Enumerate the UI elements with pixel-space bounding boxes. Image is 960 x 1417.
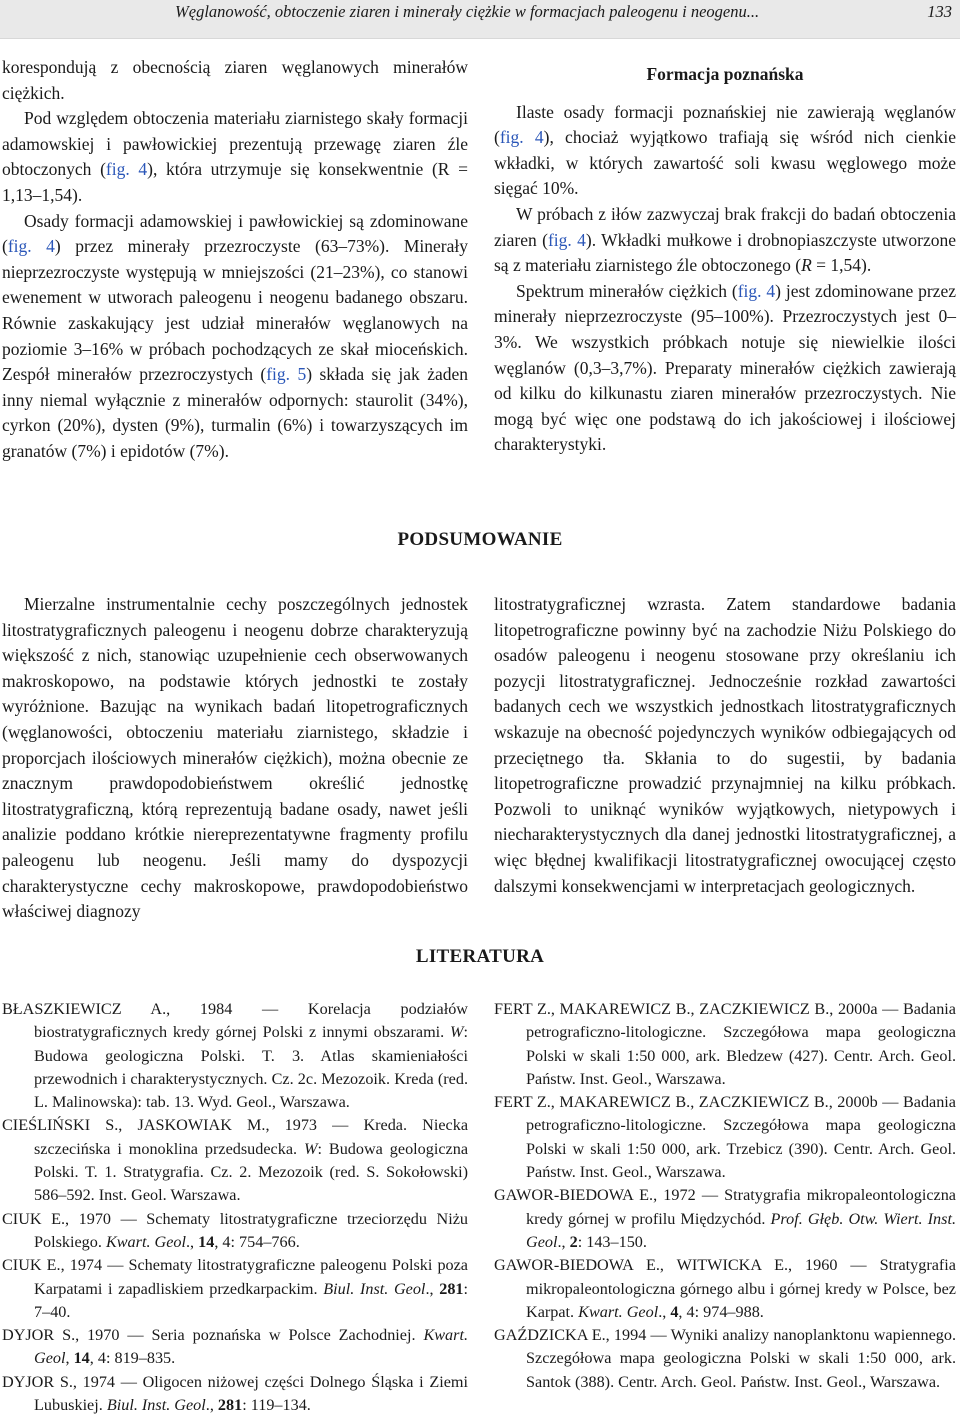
figure-link[interactable]: fig. 5 [266, 364, 307, 385]
running-header [0, 0, 960, 39]
reference-entry: BŁASZKIEWICZ A., 1984 — Korelacja podziałów biostratygraficznych kredy górnej Polski z innymi obszarami. W: Budowa geologiczna Polski. T. 3. Atlas skamieniałości przewodnich i charakterystycznych. Cz. 2c. Mezozoik. Kreda (red. L. Malinowska): tab. 13. Wyd. Geol., Warszawa. [2, 1000, 468, 1112]
left-column-top [2, 55, 468, 465]
summary-heading: PODSUMOWANIE [397, 529, 563, 550]
summary-right-column [494, 592, 956, 899]
references-right [494, 998, 956, 1394]
reference-entry: GAŹDZICKA E., 1994 — Wyniki analizy nanoplanktonu wapiennego. Szczegółowa mapa geologiczna Polski w skali 1:50 000, ark. Santok (388). Centr. Arch. Geol. Państw. Inst. Geol., Warszawa. [494, 1326, 956, 1391]
paragraph: Spektrum minerałów ciężkich (fig. 4) jest zdominowane przez minerały nieprzezroczyste (95–100%). Przezroczystych jest 0–3%. We wszystkich próbkach notuje się niewielkie ilości węglanów (0,3–3,7%). Preparaty minerałów ciężkich zawierają od kilku do kilkunastu ziaren minerałów przezroczystych. Nie mogą być więc one podstawą do ich jakościowej i ilościowej charakterystyki. [494, 280, 956, 455]
figure-link[interactable]: fig. 4 [547, 229, 586, 250]
figure-link[interactable]: fig. 4 [7, 236, 55, 257]
reference-entry: CIUK E., 1970 — Schematy litostratygraficzne trzeciorzędu Niżu Polskiego. Kwart. Geol., 14, 4: 754–766. [2, 1209, 468, 1251]
reference-entry: DYJOR S., 1974 — Oligocen niżowej części Dolnego Śląska i Ziemi Lubuskiej. Biul. Inst. Geol., 281: 119–134. [2, 1372, 468, 1415]
running-title: Węglanowość, obtoczenie ziaren i minerały ciężkie w formacjach paleogenu i neogenu... [175, 2, 760, 21]
reference-entry: DYJOR S., 1970 — Seria poznańska w Polsce Zachodniej. Kwart. Geol, 14, 4: 819–835. [2, 1326, 468, 1368]
summary-left-column [2, 592, 468, 925]
paragraph: W próbach z iłów zazwyczaj brak frakcji do badań obtoczenia ziaren (fig. 4). Wkładki mułkowe i drobnopiaszczyste utworzone są z materiału ziarnistego źle obtoczonego (R = 1,54). [494, 203, 956, 276]
references-heading: LITERATURA [415, 946, 545, 967]
reference-entry: CIEŚLIŃSKI S., JASKOWIAK M., 1973 — Kreda. Niecka szczecińska i monoklina przedsudecka. W: Budowa geologiczna Polski. T. 1. Stratygrafia. Cz. 2. Mezozoik (red. S. Sokołowski) 586–592. Inst. Geol. Warszawa. [2, 1116, 469, 1205]
paragraph: korespondują z obecnością ziaren węglanowych minerałów ciężkich. [2, 57, 468, 103]
reference-entry: CIUK E., 1974 — Schematy litostratygraficzne paleogenu Polski poza Karpatami i zapadliskiem przedkarpackim. Biul. Inst. Geol., 281: 7–40. [2, 1256, 468, 1321]
reference-entry: GAWOR-BIEDOWA E., WITWICKA E., 1960 — Stratygrafia mikropaleontologiczna górnego albu i górnej kredy w Polsce, bez Karpat. Kwart. Geol., 4, 4: 974–988. [494, 1256, 956, 1321]
references-left [2, 998, 468, 1417]
figure-link[interactable]: fig. 4 [499, 127, 544, 148]
figure-link[interactable]: fig. 4 [105, 159, 148, 180]
paragraph: Ilaste osady formacji poznańskiej nie zawierają węglanów (fig. 4), chociaż wyjątkowo trafiają się wśród nich cienkie wkładki, w których zawartość soli kwasu węglowego może sięgać 10%. [494, 101, 956, 199]
figure-link[interactable]: fig. 4 [737, 280, 776, 301]
page-number: 133 [927, 2, 952, 21]
reference-entry: FERT Z., MAKAREWICZ B., ZACZKIEWICZ B., 2000a — Badania petrograficzno-litologiczne. Szczegółowa mapa geologiczna Polski w skali 1:50 000, ark. Bledzew (427). Centr. Arch. Geol. Państw. Inst. Geol., Warszawa. [494, 1000, 956, 1088]
paragraph: litostratygraficznej wzrasta. Zatem standardowe badania litopetrograficzne powinny być na zachodzie Niżu Polskiego do osadów paleogenu i neogenu stosowane przy określaniu ich pozycji litostratygraficznej. Jednocześnie rozkład zawartości badanych cech we wszystkich jednostkach litostratygraficznych wskazuje na obecność pojedynczych wyników odbiegających od przeciętnego tła. Skłania to do sugestii, by badania litopetrograficzne prowadzić przynajmniej na kilku próbkach. Pozwoli to uniknąć wyników wyjątkowych, nietypowych i niecharakterystycznych dla danej jednostki litostratygraficznej, a więc błędnej kwalifikacji litostratygraficznej owocującej często dalszymi konsekwencjami w interpretacjach geologicznych. [494, 594, 956, 896]
paragraph: Mierzalne instrumentalnie cechy poszczególnych jednostek litostratygraficznych paleogenu i neogenu dobrze charakteryzują większość z nich, stanowiąc uzupełnienie cech obserwowanych makroskopowo, na podstawie których jednostki te zostały wyróżnione. Bazując na wynikach badań litopetrograficznych (węglanowości, obtoczeniu materiału ziarnistego, składzie i proporcjach ilościowych minerałów ciężkich), można obecnie ze znacznym prawdopodobieństwem określić jednostkę litostratygraficzną, którą reprezentują badane osady, nawet jeśli analizie poddano krótkie niereprezentatywne fragmenty profilu paleogenu lub neogenu. Jeśli mamy do dyspozycji charakterystyczne cechy makroskopowe, prawdopodobieństwo właściwej diagnozy [2, 594, 468, 922]
reference-entry: GAWOR-BIEDOWA E., 1972 — Stratygrafia mikropaleontologiczna kredy górnej w profilu Międzychód. Prof. Głęb. Otw. Wiert. Inst. Geol., 2: 143–150. [494, 1186, 956, 1251]
reference-entry: FERT Z., MAKAREWICZ B., ZACZKIEWICZ B., 2000b — Badania petrograficzno-litologiczne. Szczegółowa mapa geologiczna Polski w skali 1:50 000, ark. Trzebicz (390). Centr. Arch. Geol. Państw. Inst. Geol., Warszawa. [494, 1093, 956, 1182]
paragraph: Pod względem obtoczenia materiału ziarnistego skały formacji adamowskiej i pawłowickiej prezentują przewagę ziaren źle obtoczonych (fig. 4), która utrzymuje się konsekwentnie (R = 1,13–1,54). [2, 108, 468, 205]
paragraph: Osady formacji adamowskiej i pawłowickiej są zdominowane (fig. 4) przez minerały przezroczyste (63–73%). Minerały nieprzezroczyste występują w mniejszości (21–23%), co stanowi ewenement w utworach paleogenu i neogenu badanego obszaru. Równie zaskakujący jest udział minerałów węglanowych na poziomie 3–16% w próbach pochodzących ze skał mioceńskich. Zespół minerałów przezroczystych (fig. 5) składa się jak żaden inny niemal wyłącznie z minerałów odpornych: staurolit (34%), cyrkon (20%), dysten (9%), turmalin (6%) i towarzyszących im granatów (7%) i epidotów (7%). [2, 210, 468, 461]
right-column-top [494, 62, 956, 458]
section-title: Formacja poznańska [646, 64, 804, 84]
